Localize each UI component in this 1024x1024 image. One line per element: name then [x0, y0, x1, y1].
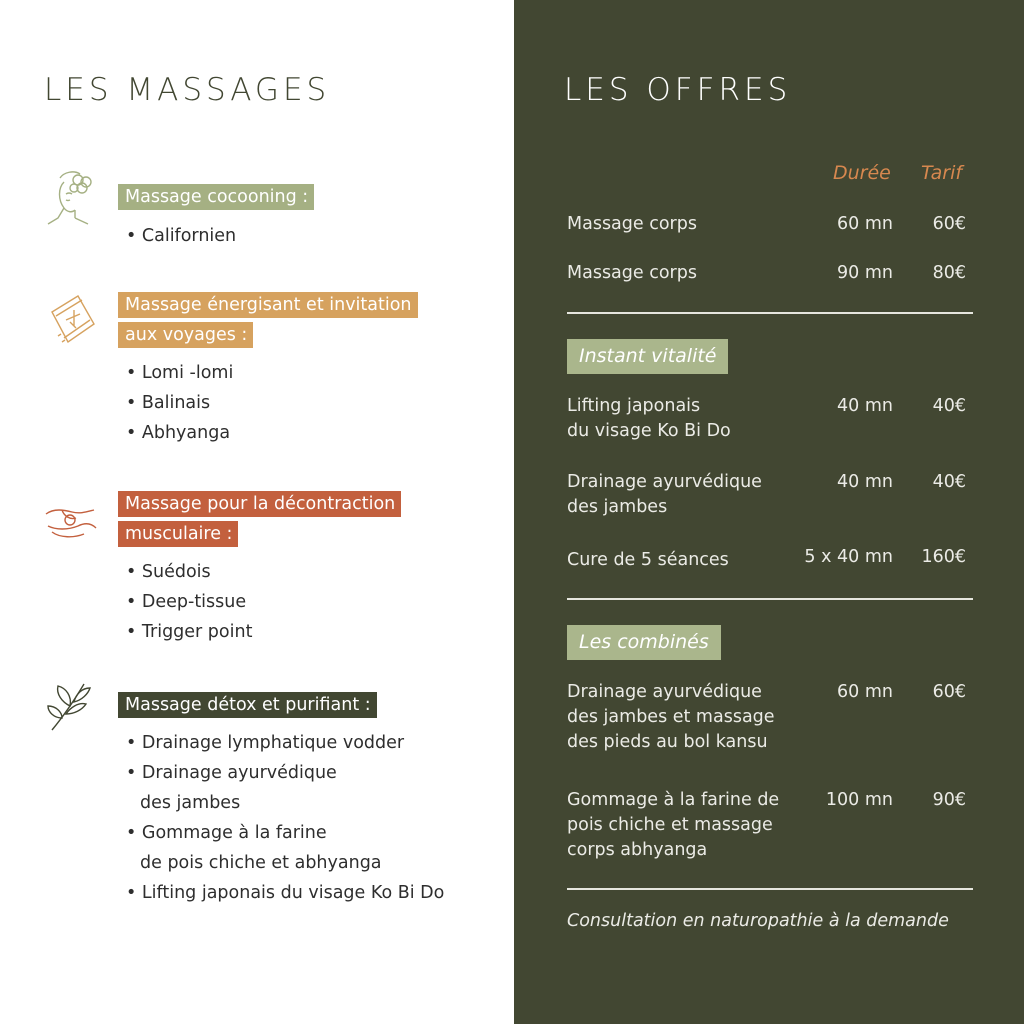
- category-label: Massage pour la décontraction: [118, 491, 401, 517]
- offer-price: 90€: [932, 790, 966, 810]
- list-item: des jambes: [140, 793, 241, 813]
- massage-hands-icon: [44, 500, 100, 544]
- category-label: Massage cocooning :: [118, 184, 314, 210]
- list-item: • Gommage à la farine: [126, 823, 327, 843]
- list-item: • Californien: [126, 226, 237, 246]
- face-flower-icon: [44, 168, 102, 228]
- offer-price: 40€: [932, 472, 966, 492]
- offers-title: LES OFFRES: [564, 72, 792, 108]
- offer-row: Lifting japonais du visage Ko Bi Do 40 mn 40€: [567, 396, 966, 441]
- les-combines-badge: Les combinés: [567, 625, 721, 660]
- offer-row: Drainage ayurvédique des jambes 40 mn 40€: [567, 472, 966, 517]
- category-energisant: [118, 292, 418, 352]
- naturopathy-note: Consultation en naturopathie à la demande: [567, 911, 949, 931]
- category-cocooning-items: [126, 221, 236, 251]
- list-item: • Drainage ayurvédique: [126, 763, 337, 783]
- category-detox: [118, 692, 377, 722]
- offer-duration: 40 mn: [837, 472, 893, 492]
- price-header: Tarif: [921, 162, 963, 184]
- list-item: • Balinais: [126, 393, 211, 413]
- offer-row: Massage corps 90 mn 80€: [567, 261, 973, 341]
- plane-ticket-icon: [44, 292, 100, 350]
- leaf-branch-icon: [46, 680, 94, 734]
- offer-row: Gommage à la farine de pois chiche et massage corps abhyanga 100 mn 90€: [567, 790, 966, 860]
- offer-duration: 40 mn: [837, 396, 893, 416]
- divider: [567, 312, 973, 314]
- list-item: • Abhyanga: [126, 423, 231, 443]
- category-label: musculaire :: [118, 521, 238, 547]
- offer-price: 160€: [921, 547, 966, 567]
- list-item: • Lomi -lomi: [126, 363, 234, 383]
- offer-duration: 100 mn: [825, 790, 893, 810]
- offer-price: 60€: [932, 682, 966, 702]
- category-label: Massage détox et purifiant :: [118, 692, 377, 718]
- offer-duration: 60 mn: [837, 214, 893, 234]
- offers-panel: [514, 0, 1024, 1024]
- instant-vitalite-badge: Instant vitalité: [567, 339, 728, 374]
- list-item: • Drainage lymphatique vodder: [126, 733, 405, 753]
- list-item: • Suédois: [126, 562, 211, 582]
- massages-title: LES MASSAGES: [44, 72, 331, 108]
- offer-row: Drainage ayurvédique des jambes et massage des pieds au bol kansu 60 mn 60€: [567, 682, 966, 752]
- offer-row: Massage corps 60 mn 60€: [567, 212, 973, 292]
- category-energisant-items: [126, 358, 233, 448]
- list-item: de pois chiche et abhyanga: [140, 853, 382, 873]
- offer-price: 80€: [932, 263, 966, 283]
- offer-price: 60€: [932, 214, 966, 234]
- category-detox-items: [126, 728, 444, 908]
- category-decontraction-items: [126, 557, 252, 647]
- category-label: Massage énergisant et invitation: [118, 292, 418, 318]
- list-item: • Lifting japonais du visage Ko Bi Do: [126, 883, 445, 903]
- list-item: • Trigger point: [126, 622, 253, 642]
- divider: [567, 598, 973, 600]
- category-decontraction: [118, 491, 401, 551]
- offer-duration: 90 mn: [837, 263, 893, 283]
- list-item: • Deep-tissue: [126, 592, 247, 612]
- duration-header: Durée: [833, 162, 891, 184]
- offer-duration: 5 x 40 mn: [804, 547, 893, 567]
- category-label: aux voyages :: [118, 322, 253, 348]
- offer-duration: 60 mn: [837, 682, 893, 702]
- divider: [567, 888, 973, 890]
- offer-price: 40€: [932, 396, 966, 416]
- category-cocooning: [118, 184, 314, 214]
- offer-row: Cure de 5 séances 5 x 40 mn 160€: [567, 547, 966, 570]
